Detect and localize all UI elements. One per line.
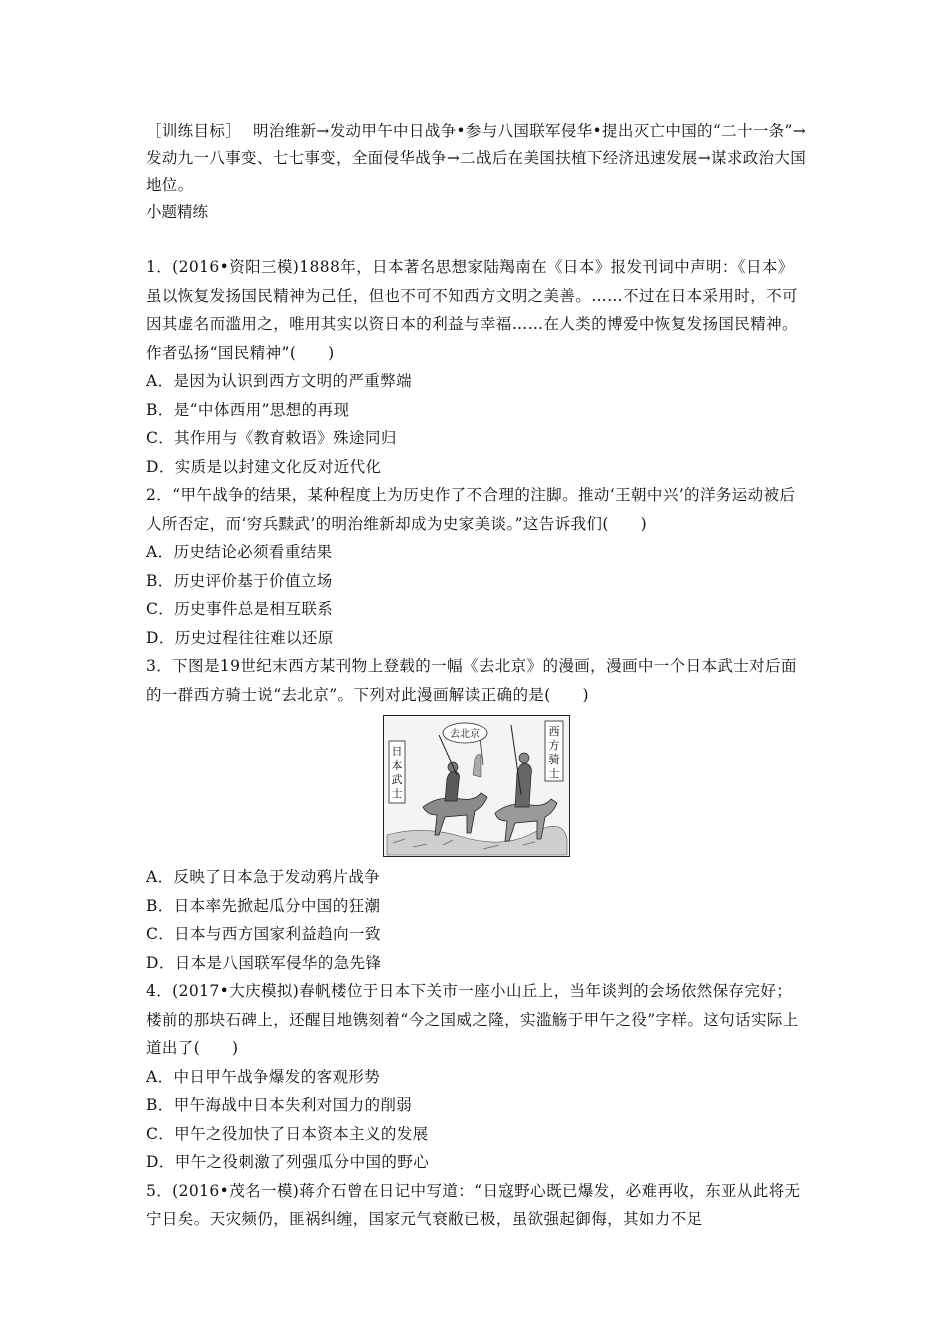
training-target-label: ［训练目标］ [146,122,242,140]
question-3 [146,652,806,977]
option-b: B．是“中体西用”思想的再现 [146,400,350,419]
option-c: C．甲午之役加快了日本资本主义的发展 [146,1124,429,1143]
training-target-text: 明治维新→发动甲午中日战争•参与八国联军侵华•提出灭亡中国的“二十一条”→发动九一八事变、七七事变，全面侵华战争→二战后在美国扶植下经济迅速发展→谋求政治大国地位。 [146,122,806,194]
question-stem: 5．(2016•茂名一模)蒋介石曾在日记中写道：“日寇野心既已爆发，必难再收，东亚从此将无宁日矣。天灾频仍，匪祸纠缠，国家元气衰敝已极，虽欲强起御侮，其如力不足 [146,1181,801,1228]
section-title: 小题精练 [146,203,209,221]
option-a: A．历史结论必须看重结果 [146,543,333,561]
question-4 [146,977,806,1177]
cartoon-illustration [383,715,570,857]
option-a: A．是因为认识到西方文明的严重弊端 [146,372,412,390]
option-c: C．其作用与《教育敕语》殊途同归 [146,429,397,447]
cartoon-figure [383,715,570,857]
option-a: A．反映了日本急于发动鸦片战争 [146,868,381,886]
question-stem: 4．(2017•大庆模拟)春帆楼位于日本下关市一座小山丘上，当年谈判的会场依然保存完好；楼前的那块石碑上，还醒目地镌刻着“今之国威之隆，实滥觞于甲午之役”字样。这句话实际上道出了( ) [146,982,799,1057]
option-c: C．日本与西方国家利益趋向一致 [146,925,381,943]
option-c: C．历史事件总是相互联系 [146,600,334,618]
option-d: D．日本是八国联军侵华的急先锋 [146,953,382,972]
question-5 [146,1177,806,1234]
question-1 [146,253,806,481]
question-stem: 1．(2016•资阳三模)1888年，日本著名思想家陆羯南在《日本》报发刊词中声明：《日本》虽以恢复发扬国民精神为己任，但也不可不知西方文明之美善。……不过在日本采用时，不可因其虚名而滥用之，唯用其实以资日本的利益与幸福……在人类的博爱中恢复发扬国民精神。作者弘扬“国民精神”( ) [146,258,798,362]
option-b: B．甲午海战中日本失利对国力的削弱 [146,1096,413,1114]
question-stem: 2．“甲午战争的结果，某种程度上为历史作了不合理的注脚。推动‘王朝中兴’的洋务运动被后人所否定，而‘穷兵黩武’的明治维新却成为史家美谈。”这告诉我们( ) [146,486,796,533]
label-to-beijing: 去北京 [449,729,480,740]
training-target [146,118,806,199]
label-japanese-samurai: 日本武士 [391,745,402,800]
option-a: A．中日甲午战争爆发的客观形势 [146,1067,381,1086]
question-2 [146,481,806,652]
label-western-knights: 西方骑士 [548,725,559,780]
option-d: D．历史过程往往难以还原 [146,628,334,647]
option-d: D．实质是以封建文化反对近代化 [146,457,382,476]
document-page [146,118,806,1234]
option-b: B．日本率先掀起瓜分中国的狂潮 [146,896,381,915]
question-stem: 3．下图是19世纪末西方某刊物上登载的一幅《去北京》的漫画，漫画中一个日本武士对后面的一群西方骑士说“去北京”。下列对此漫画解读正确的是( ) [146,657,797,704]
option-b: B．历史评价基于价值立场 [146,571,333,590]
option-d: D．甲午之役刺激了列强瓜分中国的野心 [146,1153,430,1171]
